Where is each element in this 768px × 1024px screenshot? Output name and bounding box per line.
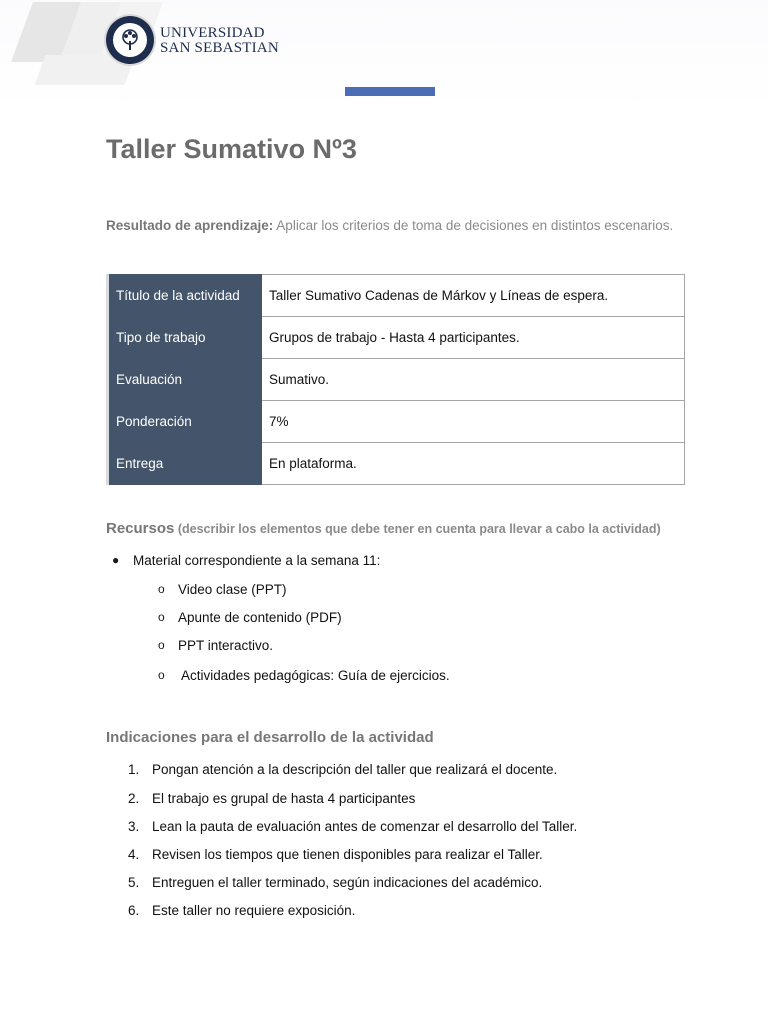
circle-bullet-icon: o bbox=[158, 610, 165, 624]
tree-icon bbox=[117, 27, 143, 53]
numbered-item-text: Lean la pauta de evaluación antes de comenzar el desarrollo del Taller. bbox=[152, 819, 578, 834]
table-row bbox=[108, 275, 685, 317]
logo-line-1: UNIVERSIDAD bbox=[160, 25, 265, 41]
list-item: Apunte de contenido (PDF) bbox=[178, 610, 342, 625]
table-key: Título de la actividad bbox=[108, 275, 262, 317]
numbered-item: 2. El trabajo es grupal de hasta 4 participantes bbox=[128, 791, 416, 806]
table-key: Entrega bbox=[108, 443, 262, 485]
list-item: Video clase (PPT) bbox=[178, 582, 287, 597]
table-value: En plataforma. bbox=[262, 443, 685, 485]
bullet-icon: ● bbox=[112, 553, 120, 567]
circle-bullet-icon: o bbox=[158, 638, 165, 652]
table-row bbox=[108, 443, 685, 485]
numbered-item: 1. Pongan atención a la descripción del taller que realizará el docente. bbox=[128, 762, 558, 777]
circle-bullet-icon: o bbox=[158, 582, 165, 596]
numbered-item-text: Revisen los tiempos que tienen disponibles para realizar el Taller. bbox=[152, 847, 543, 862]
numbered-item-text: El trabajo es grupal de hasta 4 participantes bbox=[152, 791, 416, 806]
list-item: Material correspondiente a la semana 11: bbox=[133, 553, 381, 568]
university-logo-text bbox=[160, 26, 279, 56]
resources-heading bbox=[106, 520, 661, 537]
resources-note: (describir los elementos que debe tener en cuenta para llevar a cabo la actividad) bbox=[174, 522, 661, 536]
table-value: Grupos de trabajo - Hasta 4 participantes. bbox=[262, 317, 685, 359]
table-row bbox=[108, 317, 685, 359]
document-title: Taller Sumativo Nº3 bbox=[106, 134, 357, 164]
table-value: 7% bbox=[262, 401, 685, 443]
resources-heading-text: Recursos bbox=[106, 520, 175, 537]
table-value: Sumativo. bbox=[262, 359, 685, 401]
numbered-item-text: Pongan atención a la descripción del taller que realizará el docente. bbox=[152, 762, 558, 777]
accent-bar bbox=[345, 87, 435, 96]
table-key: Evaluación bbox=[108, 359, 262, 401]
table-key: Tipo de trabajo bbox=[108, 317, 262, 359]
activity-info-table bbox=[106, 274, 685, 485]
numbered-item: 3. Lean la pauta de evaluación antes de comenzar el desarrollo del Taller. bbox=[128, 819, 578, 834]
instructions-heading: Indicaciones para el desarrollo de la actividad bbox=[106, 729, 434, 746]
learning-outcome-label: Resultado de aprendizaje: bbox=[106, 218, 274, 233]
numbered-item: 6. Este taller no requiere exposición. bbox=[128, 903, 356, 918]
list-item: PPT interactivo. bbox=[178, 638, 274, 653]
table-row bbox=[108, 359, 685, 401]
logo-line-2: SAN SEBASTIAN bbox=[160, 40, 279, 56]
table-value: Taller Sumativo Cadenas de Márkov y Líneas de espera. bbox=[262, 275, 685, 317]
learning-outcome bbox=[106, 218, 673, 233]
university-seal-logo bbox=[106, 16, 154, 64]
numbered-item-text: Entreguen el taller terminado, según indicaciones del académico. bbox=[152, 875, 543, 890]
numbered-item-text: Este taller no requiere exposición. bbox=[152, 903, 356, 918]
table-row bbox=[108, 401, 685, 443]
numbered-item: 4. Revisen los tiempos que tienen disponibles para realizar el Taller. bbox=[128, 847, 543, 862]
circle-bullet-icon: o bbox=[158, 668, 165, 682]
learning-outcome-text: Aplicar los criterios de toma de decisiones en distintos escenarios. bbox=[273, 218, 674, 233]
numbered-item: 5. Entreguen el taller terminado, según indicaciones del académico. bbox=[128, 875, 543, 890]
table-key: Ponderación bbox=[108, 401, 262, 443]
list-item: Actividades pedagógicas: Guía de ejercicios. bbox=[178, 668, 450, 683]
